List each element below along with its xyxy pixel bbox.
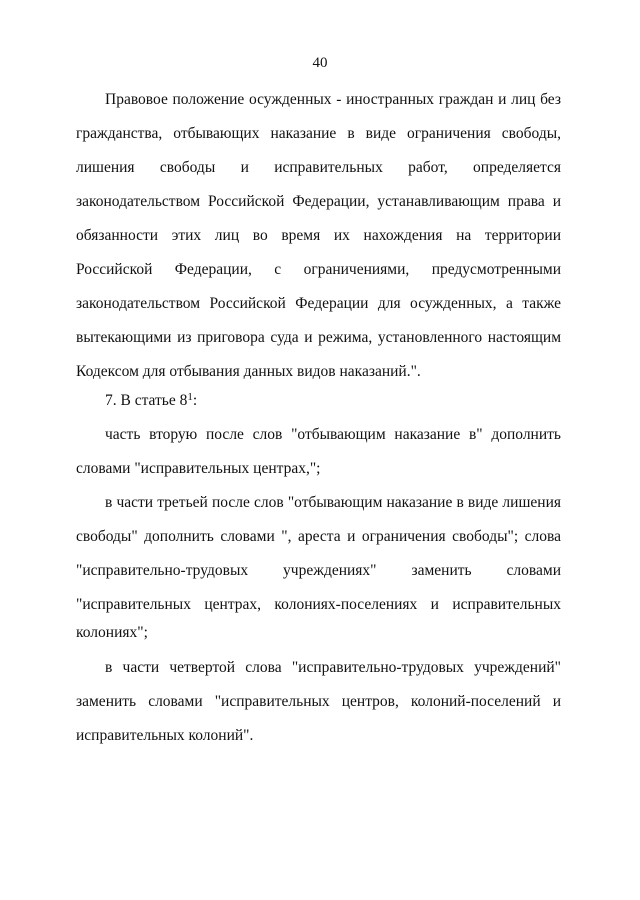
paragraph-line: Российской Федерации, с ограничениями, предусмотренными: [76, 261, 561, 278]
item-heading-superscript: 1: [187, 391, 193, 403]
paragraph-line: законодательством Российской Федерации для осужденных, а также: [76, 295, 561, 312]
paragraph-line: в части третьей после слов "отбывающим наказание в виде лишения: [105, 494, 561, 511]
paragraph-line: исправительных колоний".: [76, 727, 254, 744]
paragraph-line: часть вторую после слов "отбывающим наказание в" дополнить: [105, 426, 561, 443]
paragraph-line: законодательством Российской Федерации, устанавливающим права и: [76, 193, 561, 210]
paragraph-line: лишения свободы и исправительных работ, определяется: [76, 159, 561, 176]
paragraph-line: "исправительно-трудовых учреждениях" заменить словами: [76, 562, 561, 579]
paragraph-line: свободы" дополнить словами ", ареста и ограничения свободы"; слова: [76, 528, 561, 545]
page-number: 40: [312, 55, 328, 71]
paragraph-line: вытекающими из приговора суда и режима, установленного настоящим: [76, 329, 561, 346]
paragraph-line: Правовое положение осужденных - иностранных граждан и лиц без: [105, 91, 561, 108]
paragraph-line: заменить словами "исправительных центров, колоний-поселений и: [76, 693, 561, 710]
paragraph-line: словами "исправительных центрах,";: [76, 460, 321, 477]
paragraph-line: "исправительных центрах, колониях-поселениях и исправительных: [76, 596, 561, 613]
paragraph-line: обязанности этих лиц во время их нахождения на территории: [76, 227, 561, 244]
paragraph-line: в части четвертой слова "исправительно-трудовых учреждений": [105, 659, 561, 676]
paragraph-line: гражданства, отбывающих наказание в виде ограничения свободы,: [76, 125, 561, 142]
item-heading-text: 7. В статье 8: [105, 392, 188, 409]
item-heading-suffix: :: [192, 392, 198, 409]
paragraph-line: Кодексом для отбывания данных видов наказаний.".: [76, 363, 421, 380]
paragraph-line: колониях";: [76, 624, 148, 641]
item-heading: [105, 392, 561, 410]
